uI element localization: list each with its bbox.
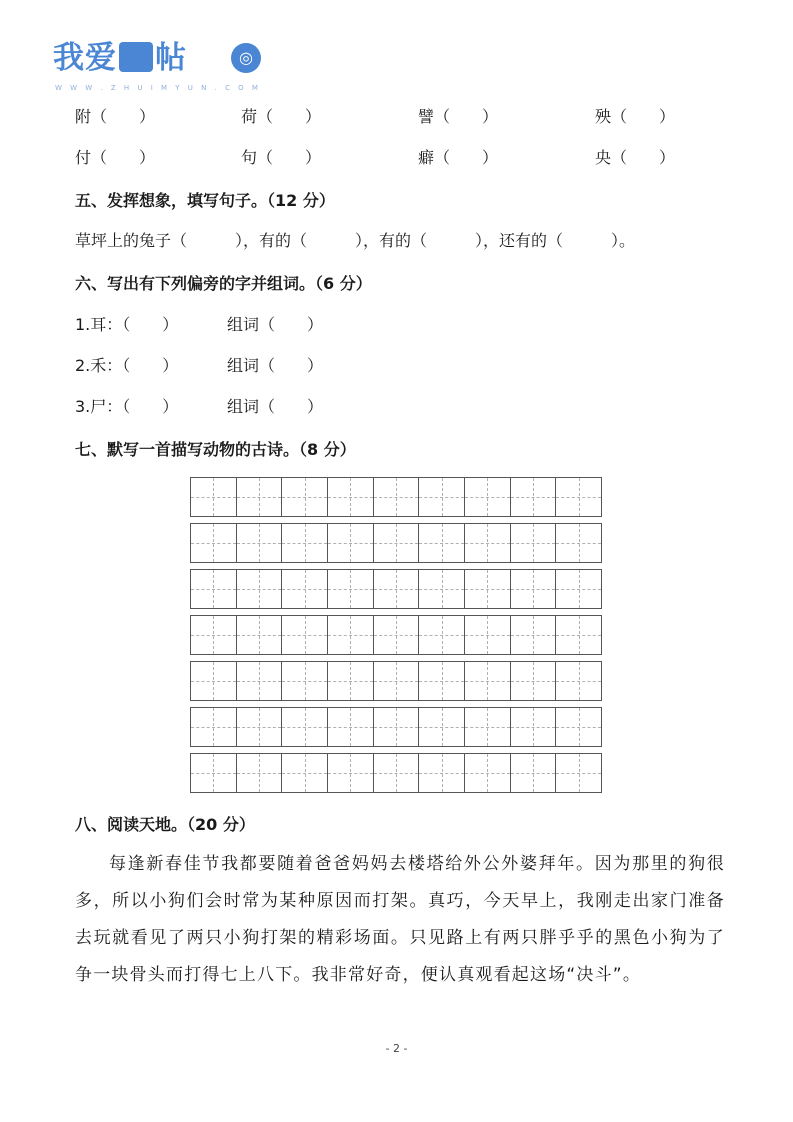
writing-cell[interactable]: [510, 754, 556, 792]
writing-cell[interactable]: [190, 662, 236, 700]
grid-row: [190, 569, 602, 609]
writing-cell[interactable]: [510, 708, 556, 746]
char-item: 譬（ ）: [418, 107, 499, 126]
writing-cell[interactable]: [464, 754, 510, 792]
fill-sentence: 草坪上的兔子（ ），有的（ ），有的（ ），还有的（ ）。: [75, 231, 636, 250]
writing-cell[interactable]: [190, 524, 236, 562]
writing-cell[interactable]: [281, 662, 327, 700]
word-blank: 组词（ ）: [227, 397, 324, 416]
writing-cell[interactable]: [327, 708, 373, 746]
char-row-2: [0, 143, 793, 173]
section-5-title: 五、发挥想象，填写句子。（12 分）: [75, 191, 335, 210]
reading-passage: 每逢新春佳节我都要随着爸爸妈妈去楼塔给外公外婆拜年。因为那里的狗很多，所以小狗们会时常为某种原因而打架。真巧，今天早上，我刚走出家门准备去玩就看见了两只小狗打架的精彩场面。只见路上有两只胖乎乎的黑色小狗为了争一块骨头而打得七上八下。我非常好奇，便认真观看起这场“决斗”。: [75, 854, 725, 985]
writing-cell[interactable]: [190, 754, 236, 792]
writing-cell[interactable]: [555, 570, 602, 608]
writing-cell[interactable]: [555, 708, 602, 746]
writing-cell[interactable]: [236, 524, 282, 562]
grid-row: [190, 477, 602, 517]
grid-row: [190, 753, 602, 793]
char-item: 付（ ）: [75, 148, 156, 167]
radical-label: 1.耳：（ ）: [75, 315, 179, 334]
writing-cell[interactable]: [464, 662, 510, 700]
writing-cell[interactable]: [373, 524, 419, 562]
writing-cell[interactable]: [236, 570, 282, 608]
logo-wordmark: 我爱 帖: [53, 40, 187, 76]
writing-cell[interactable]: [464, 708, 510, 746]
writing-cell[interactable]: [236, 478, 282, 516]
writing-cell[interactable]: [327, 570, 373, 608]
radical-label: 2.禾：（ ）: [75, 356, 179, 375]
radical-label: 3.尸：（ ）: [75, 397, 179, 416]
writing-cell[interactable]: [281, 524, 327, 562]
writing-cell[interactable]: [464, 524, 510, 562]
writing-cell[interactable]: [464, 478, 510, 516]
section-7-title: 七、默写一首描写动物的古诗。（8 分）: [75, 440, 356, 459]
writing-cell[interactable]: [373, 754, 419, 792]
section-5-sentence: [0, 226, 793, 256]
writing-cell[interactable]: [236, 662, 282, 700]
char-item: 癖（ ）: [418, 148, 499, 167]
grid-row: [190, 661, 602, 701]
section-8-title: 八、阅读天地。（20 分）: [75, 815, 255, 834]
char-row-1: [0, 102, 793, 132]
writing-cell[interactable]: [281, 708, 327, 746]
char-item: 殃（ ）: [595, 107, 676, 126]
writing-cell[interactable]: [555, 478, 602, 516]
writing-cell[interactable]: [418, 616, 464, 654]
writing-cell[interactable]: [418, 524, 464, 562]
writing-cell[interactable]: [373, 662, 419, 700]
grid-row: [190, 615, 602, 655]
writing-cell[interactable]: [555, 616, 602, 654]
writing-cell[interactable]: [555, 754, 602, 792]
writing-cell[interactable]: [510, 662, 556, 700]
writing-cell[interactable]: [510, 570, 556, 608]
radical-item-1: [0, 310, 793, 340]
writing-cell[interactable]: [327, 524, 373, 562]
writing-cell[interactable]: [327, 754, 373, 792]
writing-cell[interactable]: [418, 478, 464, 516]
radical-item-2: [0, 351, 793, 381]
writing-cell[interactable]: [281, 754, 327, 792]
writing-cell[interactable]: [555, 524, 602, 562]
writing-cell[interactable]: [418, 662, 464, 700]
char-item: 荷（ ）: [241, 107, 322, 126]
writing-cell[interactable]: [373, 570, 419, 608]
char-item: 附（ ）: [75, 107, 156, 126]
logo-badge-icon: ◎: [231, 43, 261, 73]
writing-cell[interactable]: [373, 708, 419, 746]
logo-url: W W W . Z H U I M Y U N . C O M: [55, 84, 261, 92]
writing-cell[interactable]: [236, 754, 282, 792]
writing-cell[interactable]: [281, 570, 327, 608]
writing-cell[interactable]: [327, 616, 373, 654]
writing-cell[interactable]: [236, 616, 282, 654]
writing-cell[interactable]: [281, 616, 327, 654]
writing-cell[interactable]: [555, 662, 602, 700]
writing-cell[interactable]: [190, 478, 236, 516]
writing-cell[interactable]: [418, 754, 464, 792]
writing-cell[interactable]: [236, 708, 282, 746]
word-blank: 组词（ ）: [227, 356, 324, 375]
writing-cell[interactable]: [190, 616, 236, 654]
grid-row: [190, 707, 602, 747]
writing-cell[interactable]: [510, 616, 556, 654]
writing-cell[interactable]: [190, 570, 236, 608]
writing-cell[interactable]: [418, 570, 464, 608]
logo-pen-glyph: [119, 42, 153, 72]
section-6-title: 六、写出有下列偏旁的字并组词。（6 分）: [75, 274, 372, 293]
char-item: 央（ ）: [595, 148, 676, 167]
writing-cell[interactable]: [418, 708, 464, 746]
char-item: 句（ ）: [241, 148, 322, 167]
grid-row: [190, 523, 602, 563]
writing-cell[interactable]: [464, 570, 510, 608]
writing-cell[interactable]: [464, 616, 510, 654]
writing-cell[interactable]: [510, 478, 556, 516]
writing-cell[interactable]: [281, 478, 327, 516]
writing-cell[interactable]: [373, 616, 419, 654]
radical-item-3: [0, 392, 793, 422]
writing-cell[interactable]: [327, 478, 373, 516]
writing-cell[interactable]: [510, 524, 556, 562]
writing-cell[interactable]: [327, 662, 373, 700]
writing-cell[interactable]: [373, 478, 419, 516]
word-blank: 组词（ ）: [227, 315, 324, 334]
page-number: - 2 -: [385, 1042, 408, 1055]
writing-cell[interactable]: [190, 708, 236, 746]
